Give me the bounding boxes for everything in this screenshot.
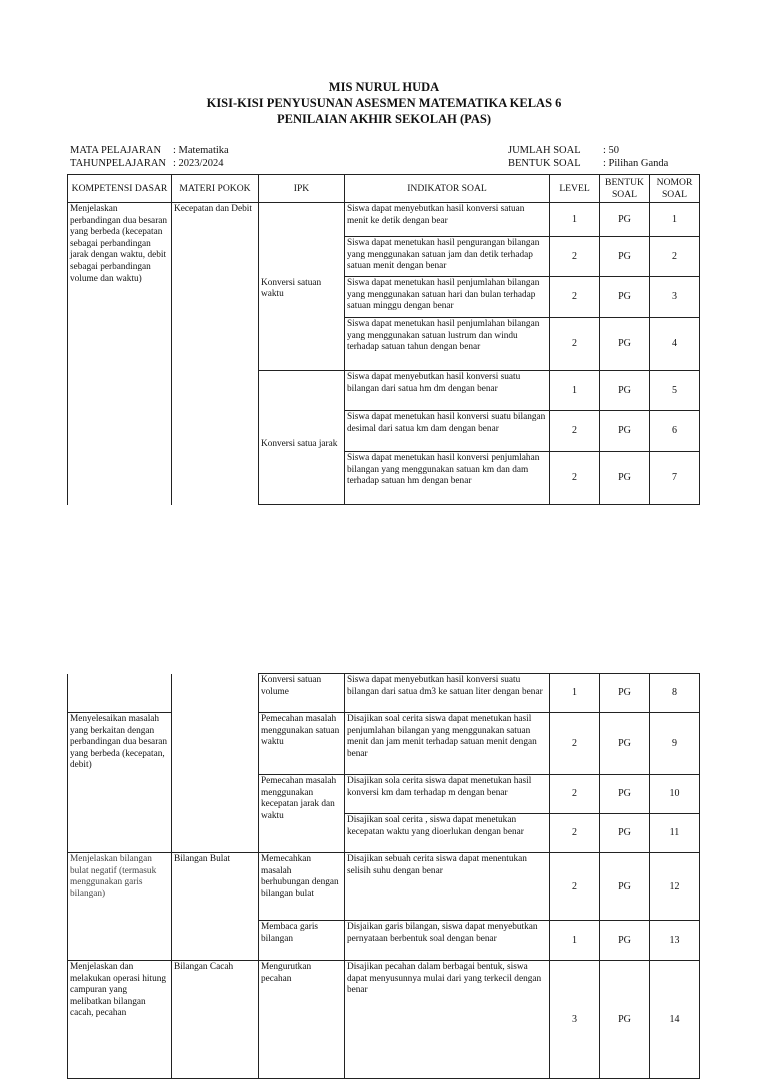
nomor-cell: 4 [650, 318, 700, 371]
tahun-value: : 2023/2024 [173, 158, 224, 169]
col-header-indikator: INDIKATOR SOAL [345, 175, 550, 203]
materi-cell: Kecepatan dan Debit [172, 203, 259, 505]
ipk-cell [259, 452, 345, 505]
kisi-kisi-table-page1 [67, 174, 700, 505]
level-cell: 2 [550, 775, 600, 814]
bentuk-cell: PG [600, 411, 650, 452]
jumlah-value: : 50 [603, 145, 620, 156]
mapel-label: MATA PELAJARAN [70, 145, 162, 156]
level-cell: 2 [550, 452, 600, 505]
indikator-cell: Disajikan soal cerita siswa dapat menetukan hasil penjumlahan bilangan yang menggunakan satuan menit dan jam menit terhadap satuan menit dengan benar [345, 713, 550, 775]
level-cell: 1 [550, 674, 600, 713]
table-row [68, 961, 700, 1079]
indikator-cell: Siswa dapat menyebutkan hasil konversi suatu bilangan dari satua hm dm dengan benar [345, 371, 550, 411]
indikator-cell: Siswa dapat menyebutkan hasil konversi satuan menit ke detik dengan bear [345, 203, 550, 237]
indikator-cell: Disajikan soal cerita , siswa dapat menetukan kecepatan waktu yang dioerlukan dengan benar [345, 814, 550, 853]
indikator-cell: Siswa dapat menetukan hasil pengurangan bilangan yang menggunakan satuan jam dan detik terhadap satuan menit dengan benar [345, 237, 550, 277]
ipk-cell [259, 237, 345, 277]
tahun-label: TAHUNPELAJARAN [70, 158, 166, 169]
ipk-cell [259, 203, 345, 237]
bentuk-value: : Pilihan Ganda [603, 158, 669, 169]
col-header-kd: KOMPETENSI DASAR [68, 175, 172, 203]
level-cell: 1 [550, 203, 600, 237]
nomor-cell: 12 [650, 853, 700, 921]
col-header-nomor: NOMOR SOAL [650, 175, 700, 203]
ipk-cell [259, 371, 345, 411]
level-cell: 2 [550, 237, 600, 277]
table-row [68, 674, 700, 713]
level-cell: 2 [550, 318, 600, 371]
ipk-cell: Pemecahan masalah menggunakan satuan waktu [259, 713, 345, 775]
bentuk-cell: PG [600, 452, 650, 505]
document-subtitle: PENILAIAN AKHIR SEKOLAH (PAS) [276, 112, 492, 126]
document-title: KISI-KISI PENYUSUNAN ASESMEN MATEMATIKA KELAS 6 [206, 96, 562, 110]
indikator-cell: Disajikan pecahan dalam berbagai bentuk, siswa dapat menyusunnya mulai dari yang terkecil dengan benar [345, 961, 550, 1079]
level-cell: 2 [550, 277, 600, 318]
nomor-cell: 9 [650, 713, 700, 775]
materi-cell: Bilangan Cacah [172, 961, 259, 1079]
school-name: MIS NURUL HUDA [328, 80, 440, 94]
level-cell: 2 [550, 411, 600, 452]
bentuk-cell: PG [600, 674, 650, 713]
indikator-cell: Siswa dapat menetukan hasil konversi penjumlahan bilangan yang menggunakan satuan km dan dam terhadap satuan hm dengan benar [345, 452, 550, 505]
level-cell: 2 [550, 853, 600, 921]
kd-cell: Menjelaskan bilangan bulat negatif (termasuk menggunakan garis bilangan) [68, 853, 172, 961]
nomor-cell: 10 [650, 775, 700, 814]
col-header-bentuk: BENTUK SOAL [600, 175, 650, 203]
ipk-cell: Konversi satuan volume [259, 674, 345, 713]
materi-cell: Bilangan Bulat [172, 853, 259, 961]
level-cell: 1 [550, 371, 600, 411]
indikator-cell: Disjaikan garis bilangan, siswa dapat menyebutkan pernyataan berbentuk soal dengan benar [345, 921, 550, 961]
nomor-cell: 14 [650, 961, 700, 1079]
bentuk-cell: PG [600, 203, 650, 237]
indikator-cell: Siswa dapat menetukan hasil konversi suatu bilangan desimal dari satua km dam dengan benar [345, 411, 550, 452]
nomor-cell: 1 [650, 203, 700, 237]
level-cell: 3 [550, 961, 600, 1079]
nomor-cell: 3 [650, 277, 700, 318]
ipk-cell: Konversi satuan waktu [259, 277, 345, 318]
col-header-materi: MATERI POKOK [172, 175, 259, 203]
bentuk-cell: PG [600, 713, 650, 775]
indikator-cell: Siswa dapat menetukan hasil penjumlahan bilangan yang menggunakan satuan hari dan bulan terhadap satuan minggu dengan benar [345, 277, 550, 318]
bentuk-label: BENTUK SOAL [508, 158, 581, 169]
nomor-cell: 7 [650, 452, 700, 505]
kisi-kisi-table-page2 [67, 673, 700, 1079]
bentuk-cell: PG [600, 814, 650, 853]
bentuk-cell: PG [600, 371, 650, 411]
col-header-ipk: IPK [259, 175, 345, 203]
level-cell: 2 [550, 814, 600, 853]
nomor-cell: 13 [650, 921, 700, 961]
ipk-cell: Konversi satua jarak [259, 411, 345, 452]
table-row [68, 713, 700, 775]
nomor-cell: 8 [650, 674, 700, 713]
indikator-cell: Disajikan sola cerita siswa dapat menetukan hasil konversi km dam terhadap m dengan benar [345, 775, 550, 814]
bentuk-cell: PG [600, 961, 650, 1079]
ipk-cell: Membaca garis bilangan [259, 921, 345, 961]
ipk-cell: Memecahkan masalah berhubungan dengan bilangan bulat [259, 853, 345, 921]
bentuk-cell: PG [600, 853, 650, 921]
table-row [68, 203, 700, 237]
kd-cell: Menjelaskan perbandingan dua besaran yang berbeda (kecepatan sebagai perbandingan jarak dengan waktu, debit sebagai perbandingan volume dan waktu) [68, 203, 172, 505]
nomor-cell: 6 [650, 411, 700, 452]
kd-cell [68, 674, 172, 713]
mapel-value: : Matematika [173, 145, 229, 156]
ipk-cell: Pemecahan masalah menggunakan kecepatan jarak dan waktu [259, 775, 345, 853]
bentuk-cell: PG [600, 237, 650, 277]
ipk-cell [259, 318, 345, 371]
kd-cell: Menjelaskan dan melakukan operasi hitung campuran yang melibatkan bilangan cacah, pecahan [68, 961, 172, 1079]
nomor-cell: 11 [650, 814, 700, 853]
table-row [68, 853, 700, 921]
indikator-cell: Disajikan sebuah cerita siswa dapat menentukan selisih suhu dengan benar [345, 853, 550, 921]
bentuk-cell: PG [600, 921, 650, 961]
indikator-cell: Siswa dapat menetukan hasil penjumlahan bilangan yang menggunakan satuan lustrum dan windu terhadap satuan tahun dengan benar [345, 318, 550, 371]
level-cell: 1 [550, 921, 600, 961]
kd-cell: Menyelesaikan masalah yang berkaitan dengan perbandingan dua besaran yang berbeda (kecepatan, debit) [68, 713, 172, 853]
bentuk-cell: PG [600, 318, 650, 371]
materi-cell [172, 674, 259, 853]
indikator-cell: Siswa dapat menyebutkan hasil konversi suatu bilangan dari satua dm3 ke satuan liter dengan benar [345, 674, 550, 713]
ipk-cell: Mengurutkan pecahan [259, 961, 345, 1079]
bentuk-cell: PG [600, 277, 650, 318]
level-cell: 2 [550, 713, 600, 775]
jumlah-label: JUMLAH SOAL [508, 145, 581, 156]
bentuk-cell: PG [600, 775, 650, 814]
nomor-cell: 5 [650, 371, 700, 411]
col-header-level: LEVEL [550, 175, 600, 203]
nomor-cell: 2 [650, 237, 700, 277]
